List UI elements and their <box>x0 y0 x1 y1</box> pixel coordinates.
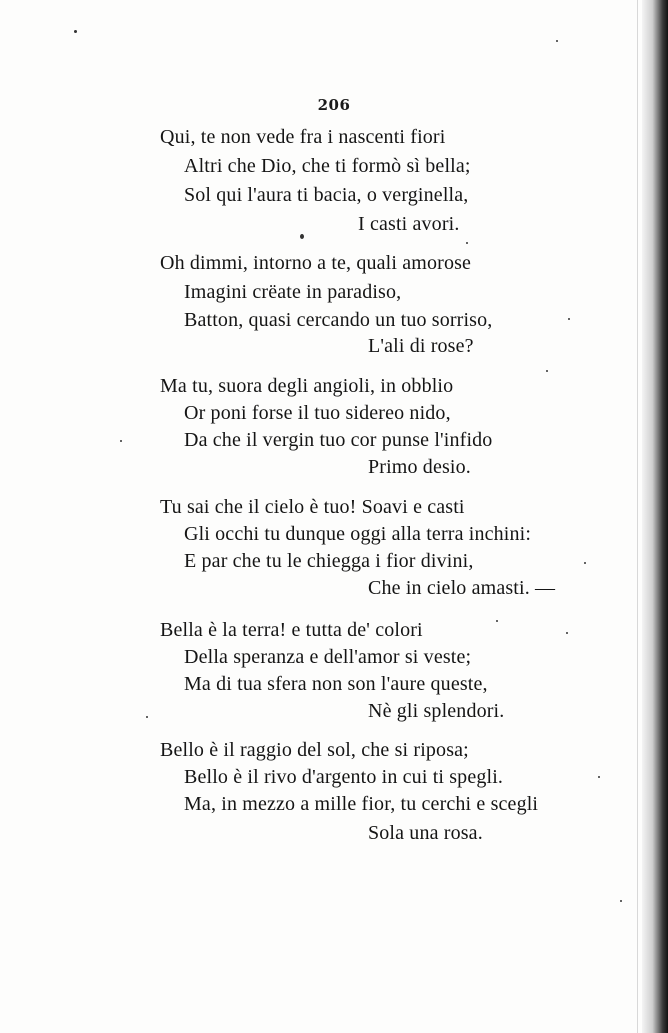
poem-line: Ma tu, suora degli angioli, in obblio <box>160 375 454 397</box>
poem-line: Imagini crëate in paradiso, <box>184 281 402 303</box>
scan-speck <box>74 30 77 33</box>
poem-line: Sol qui l'aura ti bacia, o verginella, <box>184 184 469 206</box>
poem-line: Oh dimmi, intorno a te, quali amorose <box>160 252 472 274</box>
poem-line: Nè gli splendori. <box>368 700 505 722</box>
scan-speck <box>120 440 122 442</box>
poem-line: E par che tu le chiegga i fior divini, <box>184 550 474 572</box>
poem-line: Bello è il raggio del sol, che si riposa; <box>160 739 469 761</box>
scan-speck <box>566 632 568 634</box>
poem-line: Altri che Dio, che ti formò sì bella; <box>184 155 471 177</box>
scan-speck <box>568 318 570 320</box>
poem-line: L'ali di rose? <box>368 335 474 357</box>
poem-line: Batton, quasi cercando un tuo sorriso, <box>184 309 493 331</box>
scan-speck <box>546 370 548 372</box>
poem-line: Qui, te non vede fra i nascenti fiori <box>160 126 446 148</box>
poem-line: Che in cielo amasti. — <box>368 577 556 599</box>
poem-line: Della speranza e dell'amor si veste; <box>184 646 472 668</box>
poem-line: Da che il vergin tuo cor punse l'infido <box>184 429 493 451</box>
poem-line: Ma, in mezzo a mille fior, tu cerchi e scegli <box>184 793 539 815</box>
scan-speck <box>300 234 304 239</box>
poem-line: Or poni forse il tuo sidereo nido, <box>184 402 451 424</box>
page-gutter-line <box>637 0 638 1033</box>
poem-line: Ma di tua sfera non son l'aure queste, <box>184 673 488 695</box>
poem-line: Bello è il rivo d'argento in cui ti spegli. <box>184 766 504 788</box>
poem-line: I casti avori. <box>358 213 460 235</box>
page-edge-shadow <box>642 0 668 1033</box>
scan-speck <box>146 716 148 718</box>
scan-speck <box>584 562 586 564</box>
poem-line: Bella è la terra! e tutta de' colori <box>160 619 423 641</box>
poem-line: Primo desio. <box>368 456 471 478</box>
scan-speck <box>496 620 498 622</box>
poem-line: Sola una rosa. <box>368 822 483 844</box>
poem-line: Tu sai che il cielo è tuo! Soavi e casti <box>160 496 465 518</box>
scan-speck <box>620 900 622 902</box>
page-number: 206 <box>317 96 351 114</box>
scan-speck <box>466 242 468 244</box>
scan-speck <box>598 776 600 778</box>
scan-speck <box>556 40 558 42</box>
poem-line: Gli occhi tu dunque oggi alla terra inchini: <box>184 523 532 545</box>
